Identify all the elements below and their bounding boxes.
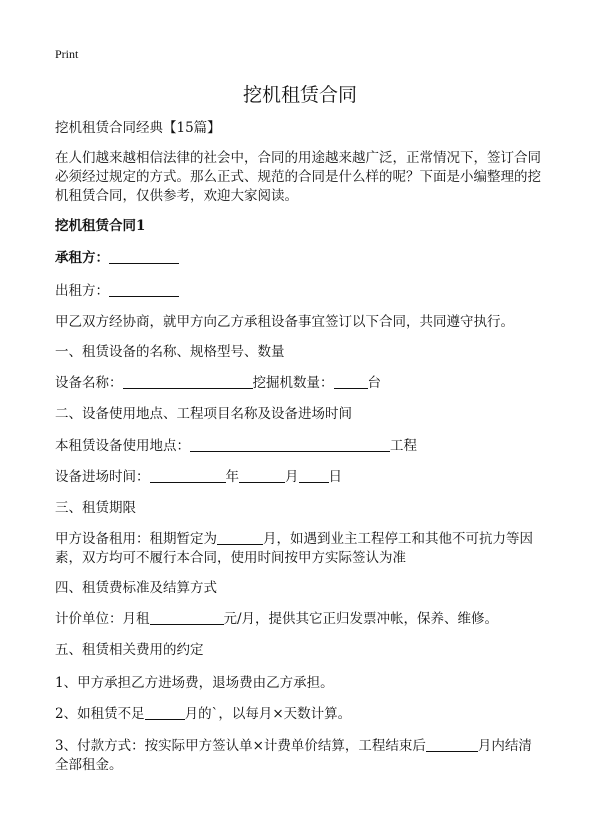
month-label: 月 [285, 469, 299, 485]
term-months-blank [217, 530, 263, 545]
location-line [55, 436, 417, 456]
year-blank [150, 468, 226, 483]
agreement-text: 甲乙双方经协商，就甲方向乙方承租设备事宜签订以下合同，共同遵守执行。 [55, 314, 514, 330]
monthly-rent-blank [150, 610, 224, 625]
collection-title: 挖机租赁合同经典【15篇】 [55, 120, 221, 136]
payment-months-blank [426, 737, 478, 752]
section-5-heading: 五、租赁相关费用的约定 [55, 642, 204, 658]
equipment-name-blank [123, 374, 253, 389]
lessee-label: 承租方： [55, 250, 109, 266]
pricing-line [55, 609, 498, 629]
entry-time-label: 设备进场时间： [55, 469, 150, 485]
year-label: 年 [225, 469, 239, 485]
contract-heading: 挖机租赁合同1 [55, 218, 146, 234]
fee-item-2 [55, 704, 351, 724]
print-link[interactable]: Print [55, 47, 79, 61]
section-2-heading: 二、设备使用地点、工程项目名称及设备进场时间 [55, 406, 352, 422]
location-label: 本租赁设备使用地点： [55, 438, 190, 454]
section-4-heading: 四、租赁费标准及结算方式 [55, 580, 217, 596]
intro-line-2: 必须经过规定的方式。那么正式、规范的合同是什么样的呢？下面是小编整理的挖 [55, 169, 541, 185]
fee-item-3-line-2: 全部租金。 [55, 757, 123, 773]
lessor-line [55, 281, 179, 301]
equipment-name-label: 设备名称： [55, 375, 123, 391]
qty-unit: 台 [367, 375, 381, 391]
project-suffix: 工程 [390, 438, 417, 454]
pricing-text-b: 元/月，提供其它正归发票冲帐，保养、维修。 [223, 611, 499, 627]
document-title: 挖机租赁合同 [242, 84, 357, 106]
entry-time-line [55, 467, 342, 487]
term-text-b: 月，如遇到业主工程停工和其他不可抗力等因 [263, 531, 533, 547]
term-text-a: 甲方设备租用：租期暂定为 [55, 531, 217, 547]
month-blank [239, 468, 285, 483]
lessor-blank [109, 282, 179, 297]
excavator-qty-label: 挖掘机数量： [252, 375, 334, 391]
term-line-2: 素，双方均可不履行本合同，使用时间按甲方实际签认为准 [55, 550, 406, 566]
fee-item-3-line-1 [55, 736, 532, 756]
lessee-line [55, 248, 179, 268]
equipment-line [55, 373, 381, 393]
section-1-heading: 一、租赁设备的名称、规格型号、数量 [55, 344, 285, 360]
day-label: 日 [328, 469, 342, 485]
term-line-1 [55, 529, 533, 549]
fee-item-2-a: 2、如租赁不足 [55, 706, 145, 722]
intro-line-1: 在人们越来越相信法律的社会中，合同的用途越来越广泛，正常情况下，签订合同 [55, 150, 541, 166]
lessee-blank [109, 249, 179, 264]
pricing-text-a: 计价单位：月租 [55, 611, 150, 627]
day-blank [299, 468, 329, 483]
location-blank [190, 437, 390, 452]
intro-line-3: 机租赁合同，仅供参考，欢迎大家阅读。 [55, 188, 298, 204]
fee-item-3-b: 月内结清 [477, 738, 532, 754]
excavator-qty-blank [334, 374, 368, 389]
fee-item-1: 1、甲方承担乙方进场费，退场费由乙方承担。 [55, 675, 334, 691]
fee-item-2-b: 月的`，以每月×天数计算。 [184, 706, 352, 722]
lessor-label: 出租方： [55, 283, 109, 299]
fee-item-3-a: 3、付款方式：按实际甲方签认单×计费单价结算，工程结束后 [55, 738, 426, 754]
section-3-heading: 三、租赁期限 [55, 500, 136, 516]
short-months-blank [145, 705, 185, 720]
